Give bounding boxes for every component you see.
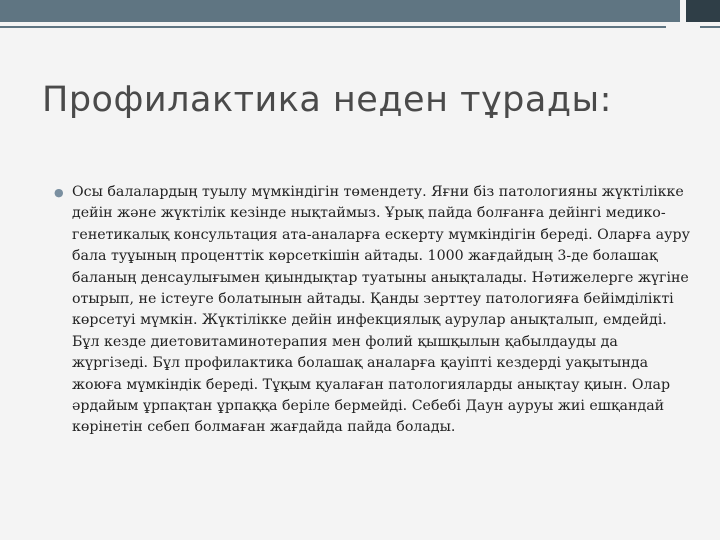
top-bar [0,0,680,22]
top-rule [0,26,666,28]
top-decoration [0,0,720,30]
bullet-marker-icon: ● [54,186,64,199]
slide-title: Профилактика неден тұрады: [42,80,612,120]
top-rule-right [700,26,720,28]
bullet-item [54,182,694,439]
bullet-text: Осы балалардың туылу мүмкіндігін төмендету. Яғни біз патологияны жүктілікке дейін және жүктілік кезінде нықтаймыз. Ұрық пайда болғанға дейінгі медико-генетикалық консультация ата-аналарға ескерту мүмкіндігін береді. Оларға ауру бала туұының проценттік көрсеткішін айтады. 1000 жағдайдың 3-де болашақ баланың денсаулығымен қиындықтар туатыны анықталады. Нәтижелерге жүгіне отырып, не істеуге болатынын айтады. Қанды зерттеу патологияға бейімділікті көрсетуі мүмкін. Жүктілікке дейін инфекциялық аурулар анықталып, емдейді. Бұл кезде диетовитаминотерапия мен фолий қышқылын қабылдауды да жүргізеді. Бұл профилактика болашақ аналарға қауіпті кездерді уақытында жоюға мүмкіндік береді. Тұқым қуалаған патологияларды анықтау қиын. Олар әрдайым ұрпақтан ұрпаққа беріле бермейді. Себебі Даун ауруы жиі ешқандай көрінетін себеп болмаған жағдайда пайда болады. [72,184,690,436]
top-bar-accent [686,0,720,22]
